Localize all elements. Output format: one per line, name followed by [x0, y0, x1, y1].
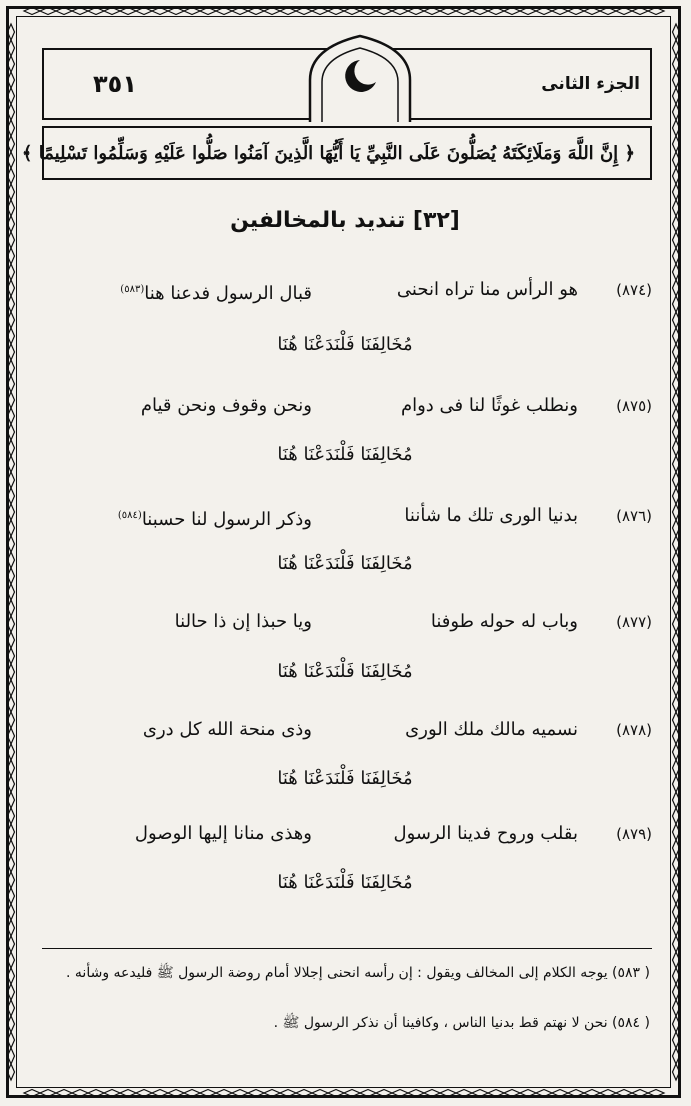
border-diamond [8, 968, 15, 984]
border-diamond [648, 8, 664, 15]
quran-verse: ﴿ إِنَّ اللَّهَ وَمَلَائِكَتَهُ يُصَلُّونَ عَلَى النَّبِيِّ يَا أَيُّهَا الَّذِينَ آمَنُوا صَلُّوا عَلَيْهِ وَسَلِّمُوا تَسْلِيمًا ﴾ [21, 143, 635, 164]
border-diamond [8, 664, 15, 680]
border-diamond [216, 8, 232, 15]
hemistich-text: قبال الرسول فدعنا هنا [144, 283, 312, 304]
border-diamond [673, 968, 680, 984]
border-diamond [673, 120, 680, 136]
border-diamond [673, 456, 680, 472]
border-diamond [673, 712, 680, 728]
border-diamond [584, 1090, 600, 1097]
border-diamond [673, 1048, 680, 1064]
verse-row [42, 496, 652, 536]
border-diamond [88, 8, 104, 15]
border-diamond [8, 808, 15, 824]
border-diamond [280, 8, 296, 15]
border-diamond [536, 8, 552, 15]
border-diamond [8, 536, 15, 552]
mihrab-crescent-ornament [300, 30, 420, 122]
border-diamond [8, 584, 15, 600]
part-title: الجزء الثانى [541, 74, 640, 94]
border-diamond [673, 936, 680, 952]
border-diamond [8, 888, 15, 904]
border-diamond [673, 952, 680, 968]
border-diamond [8, 88, 15, 104]
border-diamond [200, 1090, 216, 1097]
border-diamond [673, 264, 680, 280]
border-diamond [8, 904, 15, 920]
border-diamond [8, 408, 15, 424]
border-diamond [8, 632, 15, 648]
border-diamond [673, 504, 680, 520]
border-diamond [8, 1016, 15, 1032]
border-diamond [648, 1090, 664, 1097]
border-diamond [673, 664, 680, 680]
footnote-divider [42, 948, 652, 949]
border-diamond [200, 8, 216, 15]
border-diamond [673, 1000, 680, 1016]
border-diamond [184, 8, 200, 15]
border-diamond [152, 8, 168, 15]
border-diamond [152, 1090, 168, 1097]
border-diamond [248, 8, 264, 15]
border-diamond [536, 1090, 552, 1097]
border-diamond [328, 1090, 344, 1097]
border-diamond [456, 8, 472, 15]
border-diamond [168, 1090, 184, 1097]
refrain-line: مُخَالِفَنَا فَلْنَدَعْنَا هُنَا [277, 872, 413, 893]
border-diamond [673, 776, 680, 792]
border-diamond [168, 8, 184, 15]
border-diamond [673, 472, 680, 488]
border-diamond [8, 216, 15, 232]
border-diamond [8, 792, 15, 808]
footnote: ( ٥٨٤) نحن لا نهتم قط بدنيا الناس ، وكافينا أن نذكر الرسول ﷺ . [273, 1015, 650, 1031]
border-diamond [344, 1090, 360, 1097]
border-diamond [8, 856, 15, 872]
border-diamond [8, 728, 15, 744]
border-diamond [8, 952, 15, 968]
refrain-line: مُخَالِفَنَا فَلْنَدَعْنَا هُنَا [277, 768, 413, 789]
border-diamond [8, 232, 15, 248]
verse-first-hemistich: بدنيا الورى تلك ما شأننا [404, 505, 578, 526]
verse-second-hemistich [42, 270, 312, 310]
border-diamond [673, 696, 680, 712]
border-diamond [8, 1064, 15, 1080]
border-diamond [8, 472, 15, 488]
border-diamond [8, 568, 15, 584]
border-diamond [264, 8, 280, 15]
border-diamond [568, 1090, 584, 1097]
border-diamond [488, 1090, 504, 1097]
verse-row [42, 270, 652, 310]
verse-row [42, 814, 652, 854]
border-diamond [8, 328, 15, 344]
border-diamond [424, 8, 440, 15]
verse-first-hemistich: ونطلب غوثًا لنا فى دوام [400, 395, 578, 416]
refrain-line: مُخَالِفَنَا فَلْنَدَعْنَا هُنَا [277, 444, 413, 465]
border-diamond [56, 8, 72, 15]
border-diamond [8, 616, 15, 632]
verse-first-hemistich: وباب له حوله طوفنا [430, 611, 578, 632]
border-diamond [8, 504, 15, 520]
verse-number: (٨٧٦) [616, 507, 652, 525]
border-diamond [360, 1090, 376, 1097]
footnote-ref: (٥٨٤) [117, 510, 142, 521]
border-diamond [8, 552, 15, 568]
border-diamond [344, 8, 360, 15]
border-diamond [8, 424, 15, 440]
border-diamond [8, 40, 15, 56]
border-diamond [8, 744, 15, 760]
border-diamond [376, 1090, 392, 1097]
border-diamond [8, 168, 15, 184]
border-diamond [8, 488, 15, 504]
border-diamond [673, 344, 680, 360]
border-diamond [673, 568, 680, 584]
border-diamond [673, 984, 680, 1000]
border-diamond [673, 584, 680, 600]
border-diamond [600, 1090, 616, 1097]
verse-second-hemistich: وذى منحة الله كل درى [142, 719, 312, 740]
border-diamond [8, 680, 15, 696]
border-diamond [673, 408, 680, 424]
border-diamond [8, 440, 15, 456]
border-diamond [8, 104, 15, 120]
border-diamond [616, 1090, 632, 1097]
border-diamond [673, 360, 680, 376]
border-diamond [673, 104, 680, 120]
border-diamond [8, 1048, 15, 1064]
border-diamond [440, 8, 456, 15]
border-diamond [312, 8, 328, 15]
border-diamond [8, 136, 15, 152]
border-diamond [673, 376, 680, 392]
border-diamond [673, 760, 680, 776]
border-diamond [673, 424, 680, 440]
border-diamond [673, 856, 680, 872]
border-diamond [673, 24, 680, 40]
border-diamond [584, 8, 600, 15]
border-diamond [472, 1090, 488, 1097]
border-diamond [673, 40, 680, 56]
border-diamond [552, 8, 568, 15]
refrain-line: مُخَالِفَنَا فَلْنَدَعْنَا هُنَا [277, 334, 413, 355]
border-diamond [616, 8, 632, 15]
border-diamond [408, 1090, 424, 1097]
border-diamond [8, 776, 15, 792]
border-diamond [8, 456, 15, 472]
border-diamond [673, 824, 680, 840]
border-diamond [673, 136, 680, 152]
border-diamond [8, 760, 15, 776]
border-diamond [440, 1090, 456, 1097]
border-diamond [520, 1090, 536, 1097]
border-diamond [673, 632, 680, 648]
border-diamond [673, 216, 680, 232]
verse-row [42, 602, 652, 642]
border-diamond [673, 200, 680, 216]
border-diamond [673, 72, 680, 88]
border-diamond [8, 120, 15, 136]
border-diamond [673, 184, 680, 200]
border-diamond [296, 8, 312, 15]
border-diamond [632, 8, 648, 15]
border-diamond [8, 24, 15, 40]
border-diamond [673, 744, 680, 760]
border-diamond [8, 648, 15, 664]
verse-number: (٨٧٨) [616, 721, 652, 739]
border-diamond [673, 792, 680, 808]
verse-first-hemistich: نسميه مالك ملك الورى [405, 719, 578, 740]
border-diamond [8, 280, 15, 296]
border-diamond [8, 936, 15, 952]
border-diamond [120, 8, 136, 15]
refrain-line: مُخَالِفَنَا فَلْنَدَعْنَا هُنَا [277, 661, 413, 682]
border-diamond [488, 8, 504, 15]
verse-number: (٨٧٥) [616, 397, 652, 415]
border-diamond [673, 728, 680, 744]
border-diamond [673, 168, 680, 184]
border-diamond [673, 392, 680, 408]
verse-second-hemistich: ويا حبذا إن ذا حالنا [174, 611, 312, 632]
border-diamond [673, 88, 680, 104]
border-diamond [120, 1090, 136, 1097]
verse-number: (٨٧٤) [616, 281, 652, 299]
border-diamond [504, 8, 520, 15]
border-diamond [673, 56, 680, 72]
border-diamond [264, 1090, 280, 1097]
border-diamond [8, 184, 15, 200]
border-diamond [673, 680, 680, 696]
border-diamond [8, 920, 15, 936]
border-diamond [673, 648, 680, 664]
section-title: [٣٢] تنديد بالمخالفين [230, 208, 460, 233]
border-diamond [232, 1090, 248, 1097]
border-diamond [424, 1090, 440, 1097]
border-diamond [8, 392, 15, 408]
page-number: ٣٥١ [93, 70, 137, 98]
border-diamond [8, 72, 15, 88]
border-diamond [8, 200, 15, 216]
border-diamond [40, 8, 56, 15]
border-diamond [328, 8, 344, 15]
verse-first-hemistich: بقلب وروح فدينا الرسول [393, 823, 578, 844]
border-diamond [408, 8, 424, 15]
border-diamond [24, 1090, 40, 1097]
border-diamond [104, 8, 120, 15]
border-diamond [8, 520, 15, 536]
border-diamond [8, 344, 15, 360]
border-diamond [8, 376, 15, 392]
border-diamond [673, 152, 680, 168]
border-diamond [673, 520, 680, 536]
border-diamond [673, 552, 680, 568]
border-diamond [673, 888, 680, 904]
border-diamond [8, 1032, 15, 1048]
border-diamond [376, 8, 392, 15]
border-diamond [8, 872, 15, 888]
border-diamond [8, 840, 15, 856]
border-diamond [8, 984, 15, 1000]
border-diamond [673, 1032, 680, 1048]
verse-second-hemistich: وهذى منانا إليها الوصول [134, 823, 312, 844]
verse-second-hemistich [42, 496, 312, 536]
border-diamond [360, 8, 376, 15]
border-diamond [673, 808, 680, 824]
border-diamond [673, 232, 680, 248]
border-diamond [56, 1090, 72, 1097]
border-diamond [392, 8, 408, 15]
border-diamond [8, 824, 15, 840]
border-diamond [600, 8, 616, 15]
border-diamond [8, 360, 15, 376]
border-diamond [312, 1090, 328, 1097]
border-diamond [673, 312, 680, 328]
border-diamond [673, 248, 680, 264]
border-diamond [673, 840, 680, 856]
border-diamond [104, 1090, 120, 1097]
border-diamond [136, 1090, 152, 1097]
border-diamond [673, 328, 680, 344]
border-diamond [456, 1090, 472, 1097]
verse-number: (٨٧٧) [616, 613, 652, 631]
border-diamond [24, 8, 40, 15]
border-diamond [232, 8, 248, 15]
border-diamond [8, 696, 15, 712]
border-diamond [673, 280, 680, 296]
border-diamond [8, 56, 15, 72]
border-diamond [673, 872, 680, 888]
border-diamond [8, 152, 15, 168]
border-diamond [72, 1090, 88, 1097]
border-diamond [392, 1090, 408, 1097]
footnote-ref: (٥٨٣) [120, 284, 145, 295]
refrain-line: مُخَالِفَنَا فَلْنَدَعْنَا هُنَا [277, 553, 413, 574]
border-diamond [673, 1064, 680, 1080]
border-diamond [8, 600, 15, 616]
border-diamond [673, 440, 680, 456]
border-diamond [216, 1090, 232, 1097]
border-diamond [8, 248, 15, 264]
border-diamond [504, 1090, 520, 1097]
border-diamond [552, 1090, 568, 1097]
border-diamond [296, 1090, 312, 1097]
border-diamond [673, 904, 680, 920]
border-diamond [8, 264, 15, 280]
border-diamond [8, 712, 15, 728]
footnote: ( ٥٨٣) يوجه الكلام إلى المخالف ويقول : إن رأسه انحنى إجلالا أمام روضة الرسول ﷺ فليدعه وشأنه . [66, 965, 650, 981]
border-diamond [673, 488, 680, 504]
border-diamond [632, 1090, 648, 1097]
border-diamond [673, 920, 680, 936]
border-diamond [88, 1090, 104, 1097]
border-diamond [673, 616, 680, 632]
verse-first-hemistich: هو الرأس منا تراه انحنى [396, 279, 578, 300]
border-diamond [673, 296, 680, 312]
border-diamond [184, 1090, 200, 1097]
border-diamond [248, 1090, 264, 1097]
border-diamond [673, 600, 680, 616]
border-diamond [72, 8, 88, 15]
border-diamond [8, 296, 15, 312]
verse-row [42, 710, 652, 750]
border-diamond [280, 1090, 296, 1097]
border-diamond [8, 312, 15, 328]
border-diamond [136, 8, 152, 15]
verse-row [42, 386, 652, 426]
verse-second-hemistich: ونحن وقوف ونحن قيام [140, 395, 312, 416]
hemistich-text: وذكر الرسول لنا حسبنا [141, 509, 312, 530]
border-diamond [40, 1090, 56, 1097]
border-diamond [520, 8, 536, 15]
border-diamond [673, 536, 680, 552]
border-diamond [568, 8, 584, 15]
border-diamond [8, 1000, 15, 1016]
border-diamond [472, 8, 488, 15]
verse-number: (٨٧٩) [616, 825, 652, 843]
border-diamond [673, 1016, 680, 1032]
